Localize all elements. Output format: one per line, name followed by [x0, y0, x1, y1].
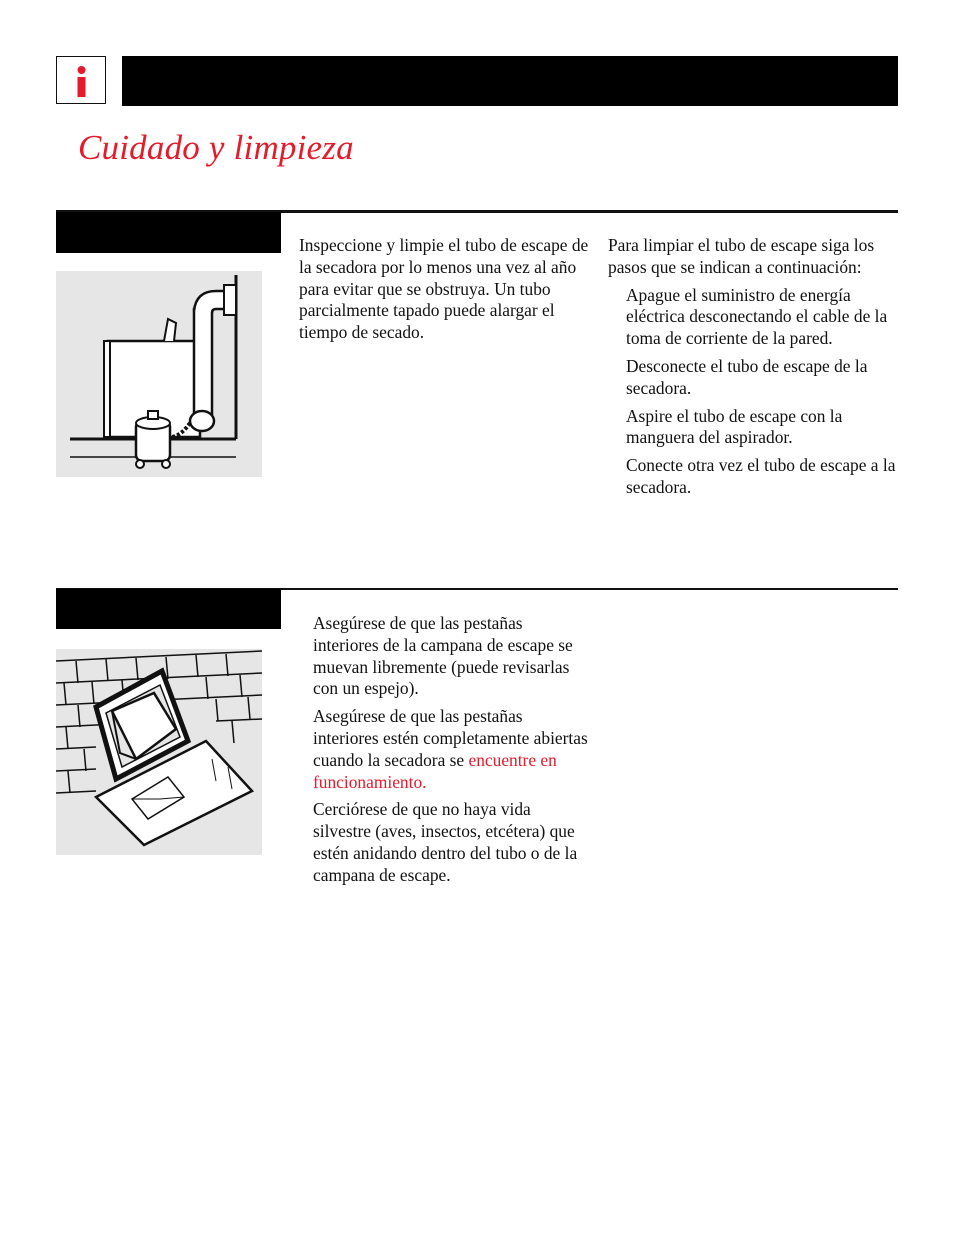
- section1-steps: [608, 235, 898, 505]
- page-title: Cuidado y limpieza: [78, 128, 354, 167]
- wildlife-paragraph: Cerciórese de que no haya vida silvestre (aves, insectos, etcétera) que estén anidando dentro del tubo o de la campana de escape.: [313, 799, 578, 885]
- operation-highlight: encuentre en funcionamiento.: [313, 749, 557, 792]
- list-item: Desconecte el tubo de escape de la secadora.: [626, 355, 868, 398]
- list-item: Conecte otra vez el tubo de escape a la secadora.: [626, 455, 896, 497]
- exhaust-inspection-paragraph: Inspeccione y limpie el tubo de escape de la secadora por lo menos una vez al año para evitar que se obstruya. Un tubo parcialmente tapado puede alargar el tiempo de secado.: [299, 235, 589, 343]
- dryer-exhaust-vacuum-illustration: [56, 271, 262, 477]
- hood-flaps-paragraph: Asegúrese de que las pestañas interiores de la campana de escape se muevan libremente (puede revisarlas con un espejo).: [313, 613, 573, 699]
- flaps-open-paragraph: [313, 706, 591, 793]
- header-bar: [122, 56, 898, 106]
- section-tab: [56, 212, 281, 253]
- list-item: Apague el suministro de energía eléctrica desconectando el cable de la toma de corriente de la pared.: [626, 284, 888, 349]
- steps-list: [608, 285, 898, 499]
- section2-text: [313, 613, 591, 893]
- steps-intro: Para limpiar el tubo de escape siga los pasos que se indican a continuación:: [608, 235, 875, 277]
- list-item: Aspire el tubo de escape con la manguera del aspirador.: [626, 405, 843, 448]
- section-tab: [56, 589, 281, 629]
- exhaust-hood-wall-illustration: [56, 649, 262, 855]
- flaps-open-text: Asegúrese de que las pestañas interiores estén completamente abiertas cuando la secadora se: [313, 706, 588, 770]
- section1-intro: [299, 235, 591, 350]
- info-icon: [56, 56, 106, 104]
